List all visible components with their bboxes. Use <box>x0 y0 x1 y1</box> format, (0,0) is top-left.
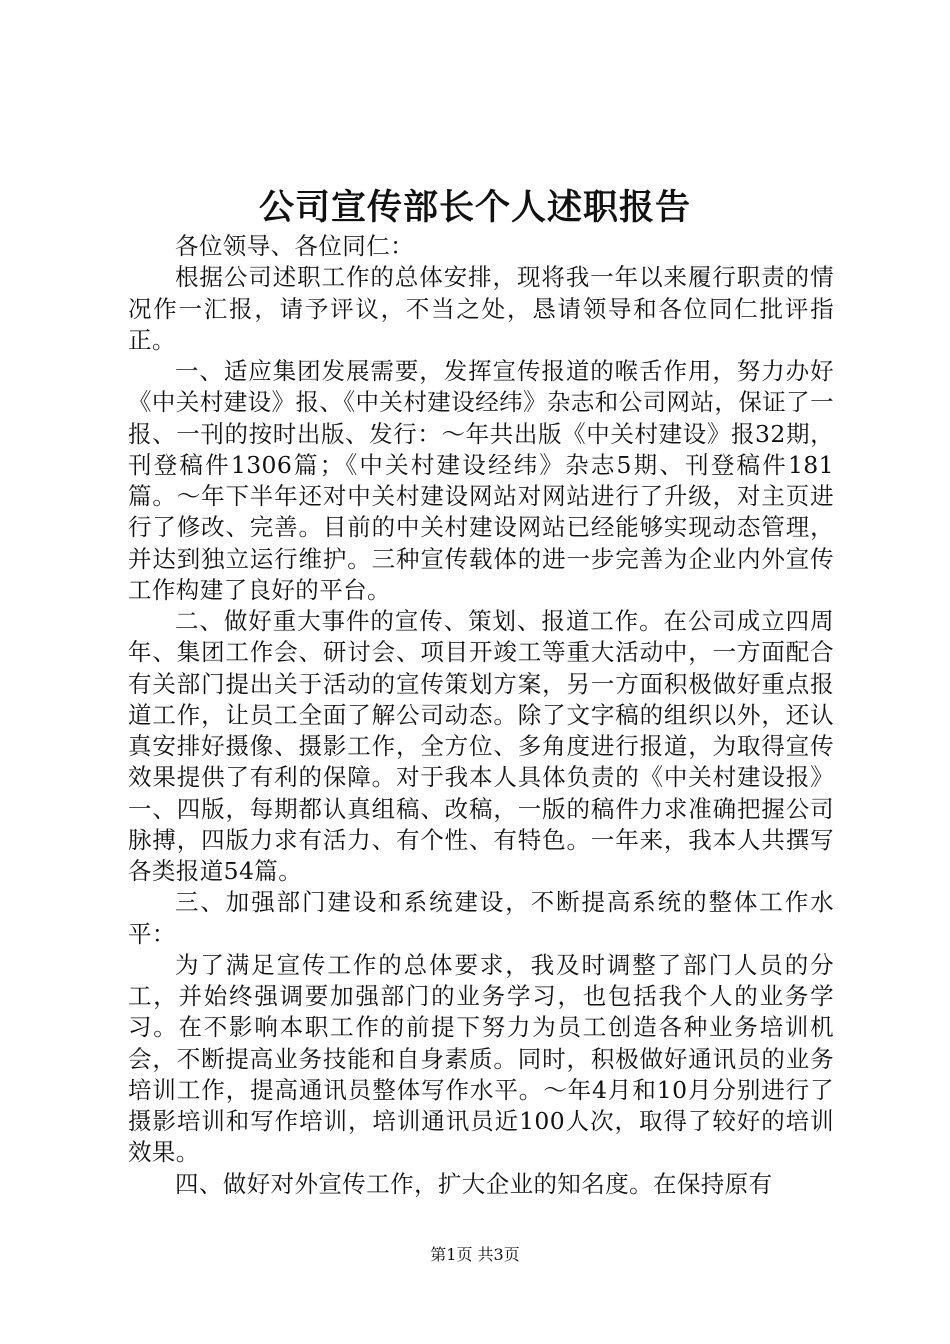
page-number-footer: 第1页 共3页 <box>430 1245 520 1264</box>
paragraph-intro: 根据公司述职工作的总体安排，现将我一年以来履行职责的情况作一汇报，请予评议，不当之处，恳请领导和各位同仁批评指正。 <box>128 263 834 354</box>
paragraph-section-3-body: 为了满足宣传工作的总体要求，我及时调整了部门人员的分工，并始终强调要加强部门的业务学习，也包括我个人的业务学习。在不影响本职工作的前提下努力为员工创造各种业务培训机会，不断提高业务技能和自身素质。同时，积极做好通讯员的业务培训工作，提高通讯员整体写作水平。～年4月和10月分别进行了摄影培训和写作培训，培训通讯员近100人次，取得了较好的培训效果。 <box>128 950 834 1167</box>
document-body <box>128 231 834 1200</box>
page-title: 公司宣传部长个人述职报告 <box>258 187 691 228</box>
paragraph-section-4: 四、做好对外宣传工作，扩大企业的知名度。在保持原有 <box>175 1169 773 1198</box>
paragraph-section-3-heading: 三、加强部门建设和系统建设，不断提高系统的整体工作水平： <box>128 888 834 948</box>
salutation: 各位领导、各位同仁： <box>175 232 414 260</box>
paragraph-section-2: 二、做好重大事件的宣传、策划、报道工作。在公司成立四周年、集团工作会、研讨会、项目开竣工等重大活动中，一方面配合有关部门提出关于活动的宣传策划方案，另一方面积极做好重点报道工作，让员工全面了解公司动态。除了文字稿的组织以外，还认真安排好摄像、摄影工作，全方位、多角度进行报道，为取得宣传效果提供了有利的保障。对于我本人具体负责的《中关村建设报》一、四版，每期都认真组稿、改稿，一版的稿件力求准确把握公司脉搏，四版力求有活力、有个性、有特色。一年来，我本人共撰写各类报道54篇。 <box>128 607 834 885</box>
paragraph-section-1: 一、适应集团发展需要，发挥宣传报道的喉舌作用，努力办好《中关村建设》报、《中关村建设经纬》杂志和公司网站，保证了一报、一刊的按时出版、发行：～年共出版《中关村建设》报32期，刊登稿件1306篇；《中关村建设经纬》杂志5期、刊登稿件181篇。～年下半年还对中关村建设网站对网站进行了升级，对主页进行了修改、完善。目前的中关村建设网站已经能够实现动态管理，并达到独立运行维护。三种宣传载体的进一步完善为企业内外宣传工作构建了良好的平台。 <box>128 357 834 604</box>
